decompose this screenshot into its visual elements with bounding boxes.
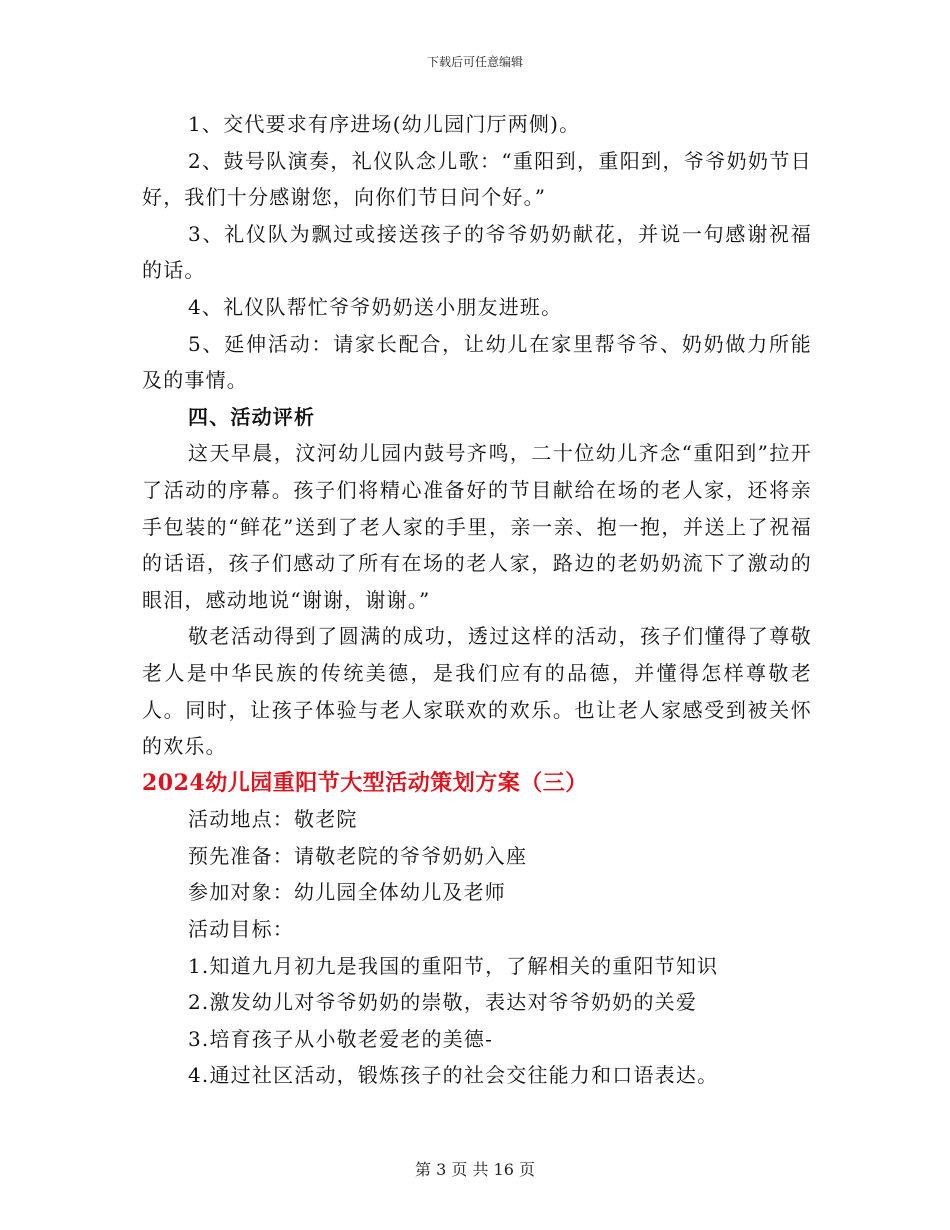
goal-item: 3.培育孩子从小敬老爱老的美德- — [188, 1026, 494, 1051]
list-item: 5、延伸活动：请家长配合，让幼儿在家里帮爷爷、奶奶做力所能及的事情。 — [142, 331, 812, 393]
list-item: 1、交代要求有序进场(幼儿园门厅两侧)。 — [188, 112, 581, 136]
info-line: 活动地点：敬老院 — [188, 807, 358, 832]
paragraph: 敬老活动得到了圆满的成功，透过这样的活动，孩子们懂得了尊敬老人是中华民族的传统美德，是我们应有的品德，并懂得怎样尊敬老人。同时，让孩子体验与老人家联欢的欢乐。也让老人家感受到被关怀的欢乐。 — [142, 624, 812, 759]
page-number: 第 3 页 共 16 页 — [415, 1160, 535, 1179]
info-line: 参加对象：幼儿园全体幼儿及老师 — [188, 880, 506, 905]
info-line: 活动目标： — [188, 917, 294, 942]
list-item: 4、礼仪队帮忙爷爷奶奶送小朋友进班。 — [188, 294, 563, 319]
section-heading: 四、活动评析 — [188, 404, 316, 429]
page-header: 下载后可任意编辑 — [426, 55, 523, 69]
info-line: 预先准备：请敬老院的爷爷奶奶入座 — [188, 843, 528, 868]
list-item: 3、礼仪队为飘过或接送孩子的爷爷奶奶献花，并说一句感谢祝福的话。 — [142, 221, 812, 283]
document-body — [142, 106, 812, 1094]
goal-item: 4.通过社区活动，锻炼孩子的社会交往能力和口语表达。 — [188, 1063, 719, 1088]
goal-item: 2.激发幼儿对爷爷奶奶的崇敬，表达对爷爷奶奶的关爱 — [188, 990, 698, 1015]
list-item: 2、鼓号队演奏，礼仪队念儿歌：“重阳到，重阳到，爷爷奶奶节日好，我们十分感谢您，向你们节日问个好。” — [142, 148, 812, 210]
goal-item: 1.知道九月初九是我国的重阳节，了解相关的重阳节知识 — [188, 953, 719, 978]
section-title: 2024幼儿园重阳节大型活动策划方案（三） — [142, 769, 588, 796]
paragraph: 这天早晨，汶河幼儿园内鼓号齐鸣，二十位幼儿齐念“重阳到”拉开了活动的序幕。孩子们将精心准备好的节目献给在场的老人家，还将亲手包装的“鲜花”送到了老人家的手里，亲一亲、抱一抱，并送上了祝福的话语，孩子们感动了所有在场的老人家，路边的老奶奶流下了激动的眼泪，感动地说“谢谢，谢谢。” — [142, 441, 812, 612]
